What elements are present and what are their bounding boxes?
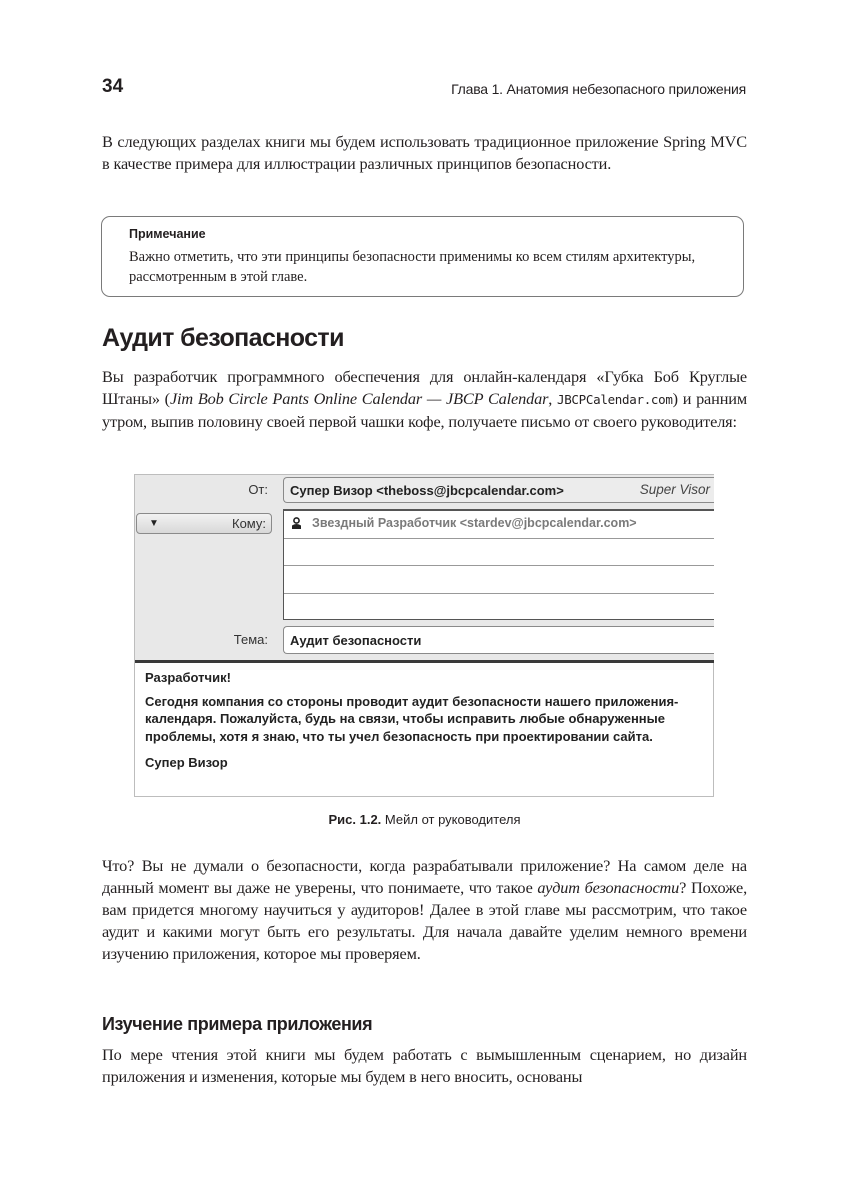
italic-span: аудит безопасности	[537, 878, 680, 897]
email-text: Сегодня компания со стороны проводит аудит безопасности нашего приложения-календаря. Пожалуйста, будь на связи, чтобы исправить любые обнаруженные проблемы, хотя я знаю, что ты учел безопасность при проектировании сайта.	[145, 693, 679, 744]
to-button-label: Кому:	[232, 516, 266, 531]
text-span: ? Похоже, вам придется многому научиться у аудиторов! Далее в этой главе мы рассмотрим, что такое аудит и какими могут быть его результаты. Для начала давайте уделим немного времени изучению приложения, которое мы проверяем.	[102, 878, 747, 963]
email-signature: Супер Визор	[145, 755, 228, 770]
section-heading-audit: Аудит безопасности	[102, 324, 344, 352]
caption-label: Рис. 1.2.	[328, 812, 382, 827]
to-recipients-area[interactable]	[283, 509, 714, 620]
subject-field[interactable]	[283, 626, 714, 654]
text-span: ) и ранним утром, выпив половину своей первой чашки кофе, получаете письмо от своего руководителя:	[102, 389, 747, 431]
email-body[interactable]	[145, 669, 705, 772]
person-icon	[291, 517, 302, 530]
caption-text: Мейл от руководителя	[381, 812, 521, 827]
intro-paragraph: В следующих разделах книги мы будем использовать традиционное приложение Spring MVC в качестве примера для иллюстрации различных принципов безопасности.	[102, 132, 747, 173]
email-figure	[134, 474, 714, 797]
section-heading-example-app: Изучение примера приложения	[102, 1014, 373, 1034]
recipient-row[interactable]	[284, 594, 714, 621]
from-label: От:	[248, 482, 268, 497]
recipient-value: Звездный Разработчик <stardev@jbcpcalendar.com>	[312, 516, 637, 530]
running-head: Глава 1. Анатомия небезопасного приложения	[451, 81, 746, 97]
recipient-row[interactable]	[284, 566, 714, 594]
from-alias: Super Visor	[639, 482, 710, 497]
figure-caption	[0, 812, 849, 827]
recipient-row[interactable]	[284, 538, 714, 566]
recipient-row[interactable]	[284, 511, 714, 539]
note-box	[101, 216, 744, 297]
code-span: JBCPCalendar.com	[556, 392, 673, 407]
text-span: Что? Вы не думали о безопасности, когда разрабатывали приложение? На самом деле на данный момент вы даже не уверены, что понимаете, что такое	[102, 856, 747, 897]
subject-value: Аудит безопасности	[290, 633, 422, 648]
note-text: Важно отметить, что эти принципы безопасности применимы ко всем стилям архитектуры, рассмотренным в этой главе.	[129, 249, 696, 285]
text-span: ,	[548, 389, 557, 408]
email-header	[135, 475, 714, 661]
from-value: Супер Визор <theboss@jbcpcalendar.com>	[290, 483, 564, 498]
question-paragraph	[102, 855, 747, 965]
example-app-paragraph: По мере чтения этой книги мы будем работать с вымышленным сценарием, но дизайн приложения и изменения, которые мы будем в него вносить, основаны	[102, 1045, 747, 1086]
note-title: Примечание	[129, 227, 206, 241]
subject-label: Тема:	[233, 632, 268, 647]
audit-paragraph	[102, 366, 747, 433]
triangle-down-icon: ▼	[149, 518, 159, 529]
text-span: Вы разработчик программного обеспечения для онлайн-календаря «Губка Боб Круглые Штаны» (	[102, 367, 747, 408]
page-number: 34	[102, 76, 124, 97]
italic-span: Jim Bob Circle Pants Online Calendar — JBCP Calendar	[169, 389, 549, 408]
header-separator	[135, 660, 714, 663]
to-button[interactable]	[136, 513, 272, 534]
from-field[interactable]	[283, 477, 714, 503]
email-greeting: Разработчик!	[145, 670, 231, 685]
